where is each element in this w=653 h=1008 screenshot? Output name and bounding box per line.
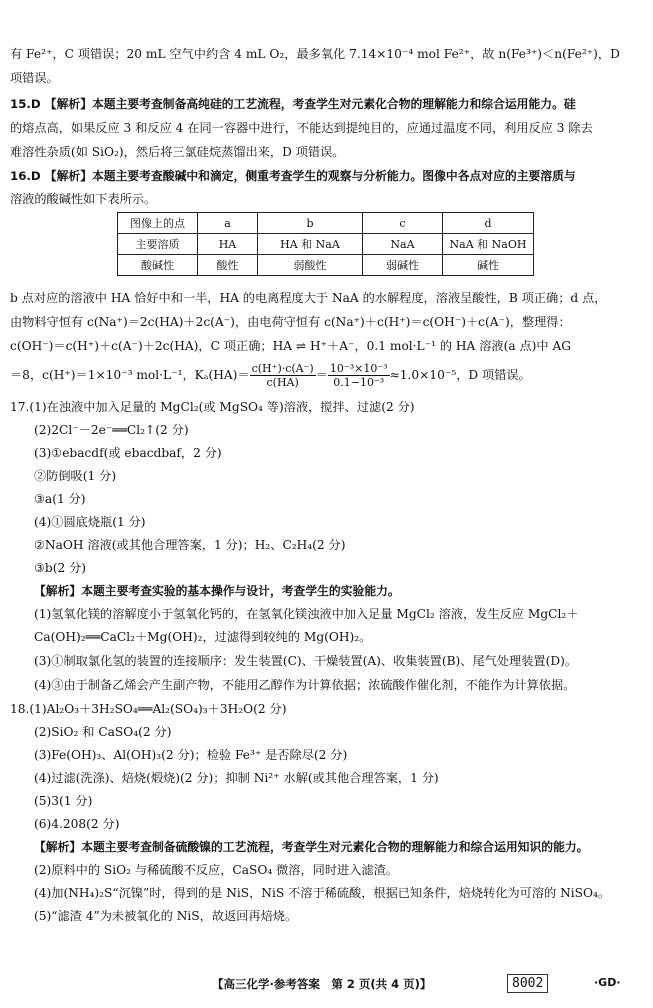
table-cell: HA [198, 234, 258, 255]
paper-code: 8002 [507, 974, 548, 993]
text-line: (2)原料中的 SiO₂ 与稀硫酸不反应，CaSO₄ 微溶，同时进入滤渣。 [34, 863, 398, 877]
text-line: (4)加(NH₄)₂S“沉镍”时，得到的是 NiS，NiS 不溶于稀硫酸，根据已知条件，焙烧转化为可溶的 NiSO₄。 [34, 886, 611, 900]
table-cell: 弱酸性 [258, 255, 363, 276]
text-line: (4)③由于制备乙烯会产生副产物，不能用乙醇作为计算依据；浓硫酸作催化剂，不能作为计算依据。 [34, 678, 576, 692]
page-footer [0, 974, 653, 994]
text-line: ②防倒吸(1 分) [34, 469, 117, 483]
text-line: 溶液的酸碱性如下表所示。 [10, 192, 157, 206]
table-row [118, 234, 534, 255]
table-header-row [118, 213, 534, 234]
table-cell: 弱碱性 [363, 255, 443, 276]
text-line: (4)①圆底烧瓶(1 分) [34, 515, 146, 529]
text-line: Ca(OH)₂══CaCl₂＋Mg(OH)₂，过滤得到较纯的 Mg(OH)₂。 [34, 630, 372, 644]
text-line: 由物料守恒有 c(Na⁺)＝2c(HA)＋2c(A⁻)，由电荷守恒有 c(Na⁺)＋c(H⁺)＝c(OH⁻)＋c(A⁻)，整理得： [10, 315, 571, 329]
text-line: c(OH⁻)＝c(H⁺)＋c(A⁻)＋2c(HA)，C 项正确；HA ⇌ H⁺＋A⁻，0.1 mol·L⁻¹ 的 HA 溶液(a 点)中 AG [10, 339, 572, 353]
table-header-cell: d [443, 213, 534, 234]
analysis-17-line: 【解析】本题主要考查实验的基本操作与设计，考查学生的实验能力。 [34, 584, 400, 598]
question-17-line: 17.(1)在浊液中加入足量的 MgCl₂(或 MgSO₄ 等)溶液，搅拌、过滤(2 分) [10, 400, 415, 414]
text-line: (2)2Cl⁻－2e⁻══Cl₂↑(2 分) [34, 423, 189, 437]
fraction-numerator: 10⁻³×10⁻³ [329, 362, 388, 375]
table-cell: NaA [363, 234, 443, 255]
region-tag: ·GD· [594, 976, 621, 989]
text-line: 项错误。 [10, 71, 59, 85]
formula-equals: ＝ [315, 368, 328, 382]
fraction [250, 362, 316, 389]
text-line: (3)①制取氯化氢的装置的连接顺序：发生装置(C)、干燥装置(A)、收集装置(B)、尾气处理装置(D)。 [34, 654, 578, 668]
text-line: 难溶性杂质(如 SiO₂)，然后将三氯硅烷蒸馏出来，D 项错误。 [10, 145, 345, 159]
text-line: 有 Fe²⁺，C 项错误；20 mL 空气中约含 4 mL O₂，最多氧化 7.14×10⁻⁴ mol Fe²⁺，故 n(Fe³⁺)＜n(Fe²⁺)，D [10, 47, 620, 61]
table-cell: 碱性 [443, 255, 534, 276]
text-line: ③b(2 分) [34, 561, 87, 575]
text-line: (3)Fe(OH)₃、Al(OH)₃(2 分)；检验 Fe³⁺ 是否除尽(2 分) [34, 748, 348, 762]
text-line: (5)“滤渣 4”为未被氧化的 NiS，故返回再焙烧。 [34, 909, 298, 923]
text-line: (1)氢氧化镁的溶解度小于氢氧化钙的，在氢氧化镁浊液中加入足量 MgCl₂ 溶液，发生反应 MgCl₂＋ [34, 607, 579, 621]
text-line: (6)4.208(2 分) [34, 817, 120, 831]
solute-table [117, 212, 534, 276]
table-cell: HA 和 NaA [258, 234, 363, 255]
table-header-cell: 图像上的点 [118, 213, 198, 234]
fraction-denominator: c(HA) [266, 376, 299, 389]
text-line: ②NaOH 溶液(或其他合理答案，1 分)；H₂、C₂H₄(2 分) [34, 538, 346, 552]
question-18-line: 18.(1)Al₂O₃＋3H₂SO₄══Al₂(SO₄)₃＋3H₂O(2 分) [10, 702, 287, 716]
text-line: (5)3(1 分) [34, 794, 93, 808]
text-line: b 点对应的溶液中 HA 恰好中和一半，HA 的电离程度大于 NaA 的水解程度，溶液呈酸性，B 项正确；d 点， [10, 291, 607, 305]
question-15-line: 15.D 【解析】本题主要考查制备高纯硅的工艺流程，考查学生对元素化合物的理解能力和综合运用能力。硅 [10, 97, 576, 111]
formula-prefix: ＝8，c(H⁺)＝1×10⁻³ mol·L⁻¹，Kₐ(HA)＝ [10, 368, 250, 382]
text-line: (3)①ebacdf(或 ebacdbaf，2 分) [34, 446, 222, 460]
fraction-denominator: 0.1−10⁻³ [333, 376, 385, 389]
fraction [328, 362, 390, 389]
table-row [118, 255, 534, 276]
table-header-cell: c [363, 213, 443, 234]
text-line: ③a(1 分) [34, 492, 86, 506]
formula-suffix: ≈1.0×10⁻⁵，D 项错误。 [389, 368, 531, 382]
table-cell: 主要溶质 [118, 234, 198, 255]
footer-text: 【高三化学·参考答案 第 2 页(共 4 页)】 [212, 977, 432, 991]
table-cell: 酸性 [198, 255, 258, 276]
analysis-18-line: 【解析】本题主要考查制备硫酸镍的工艺流程，考查学生对元素化合物的理解能力和综合运用知识的能力。 [34, 840, 589, 854]
text-line: (2)SiO₂ 和 CaSO₄(2 分) [34, 725, 172, 739]
table-header-cell: b [258, 213, 363, 234]
ka-formula-line [10, 360, 643, 390]
table-header-cell: a [198, 213, 258, 234]
table-cell: NaA 和 NaOH [443, 234, 534, 255]
question-16-line: 16.D 【解析】本题主要考查酸碱中和滴定，侧重考查学生的观察与分析能力。图像中各点对应的主要溶质与 [10, 169, 576, 183]
text-line: 的熔点高，如果反应 3 和反应 4 在同一容器中进行，不能达到提纯目的，应通过温度不同，利用反应 3 除去 [10, 121, 593, 135]
text-line: (4)过滤(洗涤)、焙烧(煅烧)(2 分)；抑制 Ni²⁺ 水解(或其他合理答案，1 分) [34, 771, 439, 785]
fraction-numerator: c(H⁺)·c(A⁻) [251, 362, 314, 375]
table-cell: 酸碱性 [118, 255, 198, 276]
